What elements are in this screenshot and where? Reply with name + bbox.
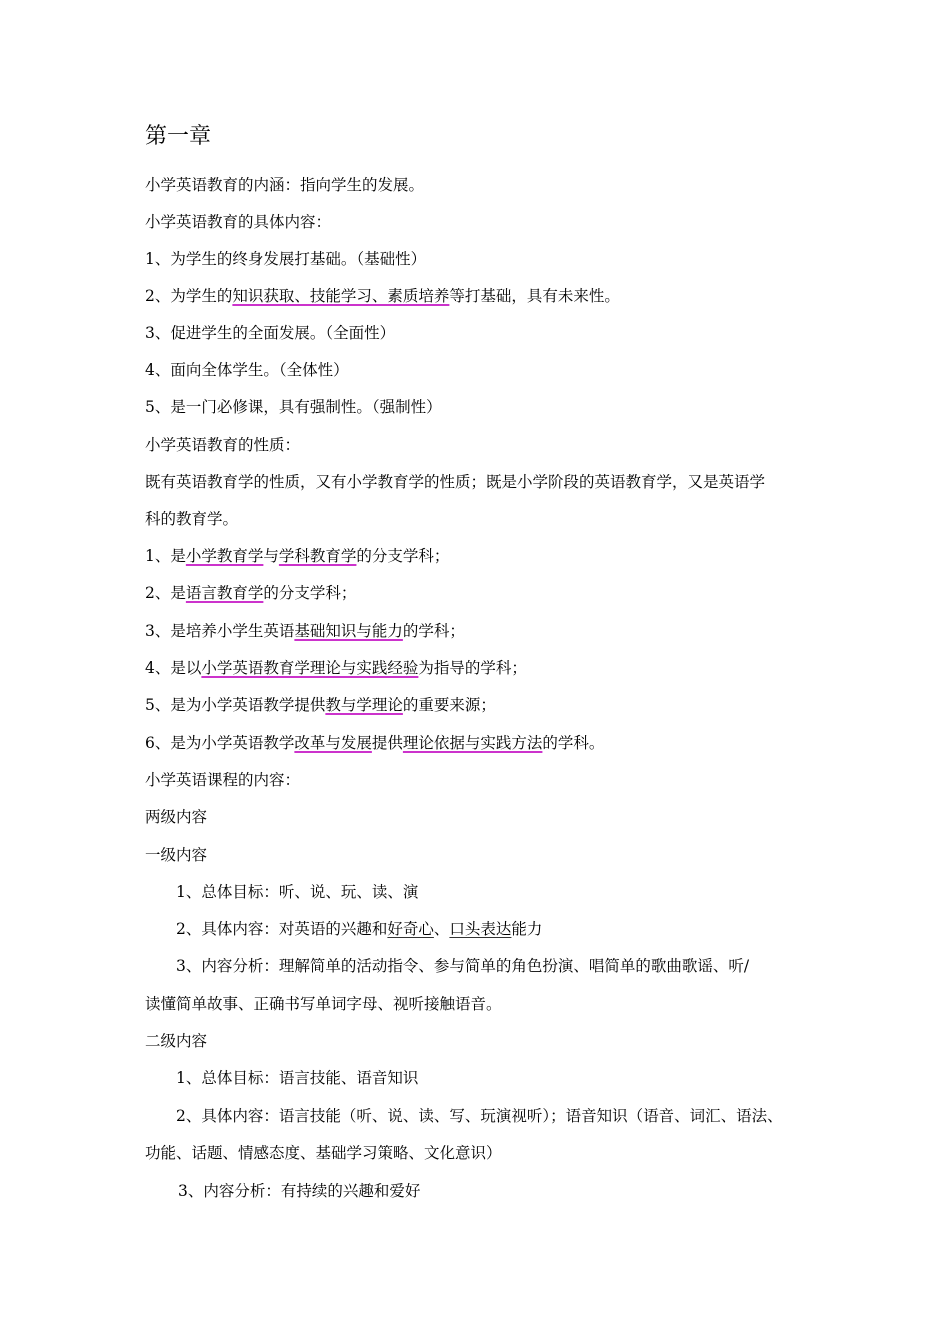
underlined-phrase: 小学教育学	[185, 547, 264, 565]
underlined-phrase: 学科教育学	[278, 547, 357, 565]
paragraph-line: 功能、话题、情感态度、基础学习策略、文化意识）	[145, 1144, 502, 1162]
paragraph-line	[145, 694, 496, 716]
underlined-phrase: 好奇心	[387, 920, 434, 938]
paragraph-line	[145, 582, 356, 604]
text-segment: 5、是为小学英语教学提供	[145, 696, 326, 714]
paragraph-line: 两级内容	[145, 808, 208, 826]
text-segment: 的分支学科；	[263, 584, 357, 602]
text-segment: 为指导的学科；	[418, 659, 527, 677]
text-segment: 与	[263, 547, 279, 565]
text-segment: 的学科。	[542, 734, 605, 752]
text-segment: 2、是	[145, 584, 186, 602]
paragraph-line: 1、为学生的终身发展打基础。（基础性）	[145, 250, 427, 268]
paragraph-line: 读懂简单故事、正确书写单词字母、视听接触语音。	[145, 995, 502, 1013]
text-segment: 1、是	[145, 547, 186, 565]
paragraph-line	[176, 918, 542, 940]
text-segment: 的重要来源；	[402, 696, 496, 714]
paragraph-line: 3、内容分析：理解简单的活动指令、参与简单的角色扮演、唱简单的歌曲歌谣、听/	[176, 957, 750, 975]
paragraph-line	[145, 732, 604, 754]
paragraph-line	[145, 285, 620, 307]
paragraph-line: 小学英语教育的内涵：指向学生的发展。	[145, 176, 425, 194]
paragraph-line: 小学英语教育的具体内容：	[145, 213, 332, 231]
text-segment: 、	[433, 920, 450, 938]
text-segment: 4、是以	[145, 659, 202, 677]
paragraph-line: 小学英语教育的性质：	[145, 436, 301, 454]
text-segment: 等打基础，具有未来性。	[449, 287, 620, 305]
underlined-phrase: 语言教育学	[185, 584, 264, 602]
underlined-phrase: 小学英语教育学理论与实践经验	[201, 659, 419, 677]
paragraph-line: 1、总体目标：语言技能、语音知识	[176, 1069, 419, 1087]
underlined-phrase: 知识获取、技能学习、素质培养	[232, 287, 450, 305]
paragraph-line: 二级内容	[145, 1032, 208, 1050]
text-segment: 能力	[511, 920, 543, 938]
paragraph-line: 1、总体目标：听、说、玩、读、演	[176, 883, 419, 901]
text-segment: 的学科；	[402, 622, 465, 640]
paragraph-line	[145, 620, 465, 642]
paragraph-line: 既有英语教育学的性质，又有小学教育学的性质；既是小学阶段的英语教育学，又是英语学	[145, 473, 766, 491]
paragraph-line: 3、促进学生的全面发展。（全面性）	[145, 324, 396, 342]
text-segment: 2、为学生的	[145, 287, 233, 305]
text-segment: 提供	[371, 734, 403, 752]
paragraph-line: 2、具体内容：语言技能（听、说、读、写、玩演视听）；语音知识（语音、词汇、语法、	[176, 1107, 783, 1125]
text-segment: 的分支学科；	[356, 547, 450, 565]
paragraph-line: 小学英语课程的内容：	[145, 771, 301, 789]
underlined-phrase: 教与学理论	[325, 696, 403, 714]
underlined-phrase: 理论依据与实践方法	[402, 734, 543, 752]
paragraph-line: 一级内容	[145, 846, 208, 864]
text-segment: 3、是培养小学生英语	[145, 622, 295, 640]
paragraph-line	[145, 545, 449, 567]
paragraph-line: 科的教育学。	[145, 510, 239, 528]
underlined-phrase: 口头表达	[449, 920, 512, 938]
chapter-title: 第一章	[145, 124, 212, 149]
text-segment: 2、具体内容：对英语的兴趣和	[176, 920, 388, 938]
paragraph-line	[145, 657, 527, 679]
text-segment: 6、是为小学英语教学	[145, 734, 295, 752]
underlined-phrase: 改革与发展	[294, 734, 372, 752]
underlined-phrase: 基础知识与能力	[294, 622, 403, 640]
paragraph-line: 4、面向全体学生。（全体性）	[145, 361, 349, 379]
paragraph-line: 5、是一门必修课，具有强制性。（强制性）	[145, 398, 442, 416]
paragraph-line: 3、内容分析：有持续的兴趣和爱好	[178, 1182, 421, 1200]
